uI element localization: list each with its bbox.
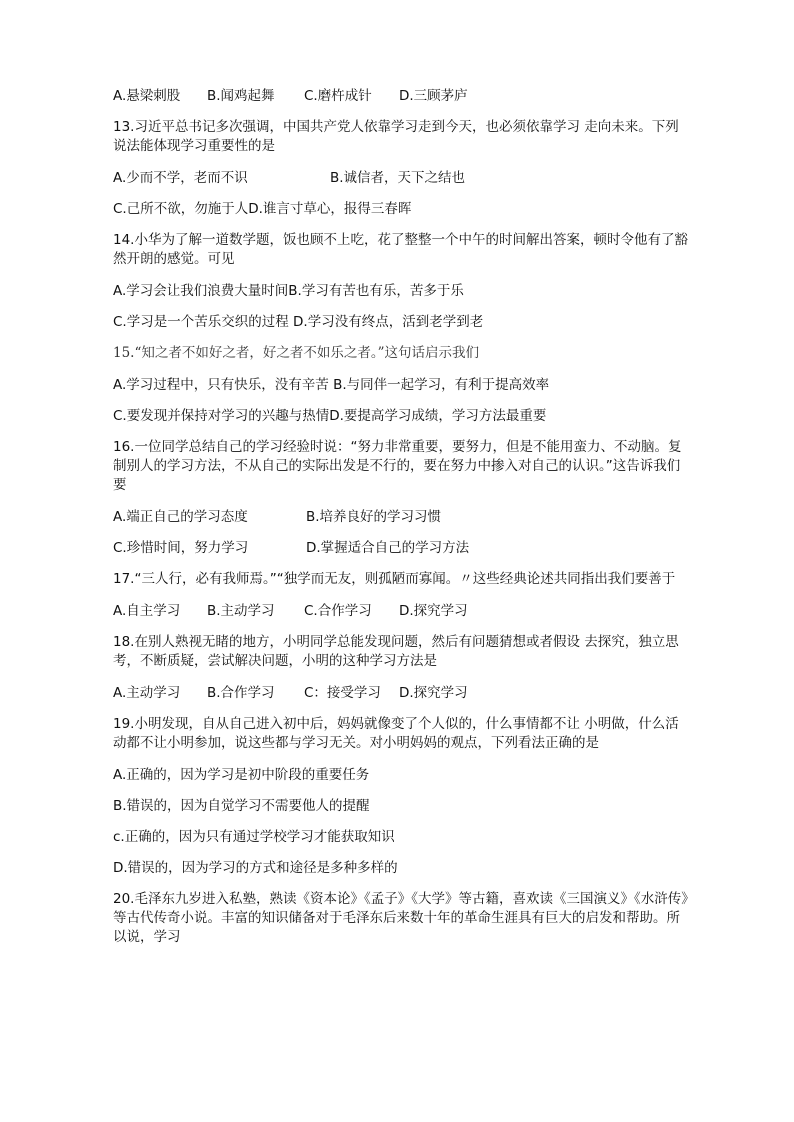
q13-option-c: C.己所不欲，勿施于人 [113,201,249,217]
q18-option-d: D.探究学习 [399,685,468,701]
q12-options [113,87,703,106]
q17-stem: 17.“三人行，必有我师焉。”“独学而无友，则孤陋而寡闻。〃这些经典论述共同指出我们要善于 [113,571,676,587]
q18-option-a: A.主动学习 [113,685,181,701]
q12-option-c: C.磨杵成针 [304,88,372,104]
q15-options-row2 [113,407,703,426]
q18-stem: 18.在别人熟视无睹的地方，小明同学总能发现问题，然后有问题猜想或者假设 去探究，独立思考，不断质疑，尝试解决问题，小明的这种学习方法是 [113,634,679,669]
q16-option-c: C.珍惜时间，努力学习 [113,540,249,556]
q19-option-b: B.错误的，因为自觉学习不需要他人的提醒 [113,798,370,814]
q16-option-b: B.培养良好的学习习惯 [306,509,442,525]
q14-option-c: C.学习是一个苦乐交织的过程 [113,314,289,330]
q13-stem: 13.习近平总书记多次强调，中国共产党人依靠学习走到今天，也必须依靠学习 走向未来。下列说法能体现学习重要性的是 [113,119,679,154]
q14-option-a: A.学习会让我们浪费大量时间 [113,283,289,299]
q18-option-b: B.合作学习 [207,685,275,701]
q15-stem: 15.“知之者不如好之者，好之者不如乐之者。”这句话启示我们 [113,345,480,361]
q16-options-row1 [113,508,703,527]
q14-option-d: D.学习没有终点，活到老学到老 [293,314,484,330]
q14-options-row1 [113,282,703,301]
q15-option-c: C.要发现并保持对学习的兴趣与热情 [113,408,330,424]
q17-options [113,602,703,621]
q14-option-b: B.学习有苦也有乐，苦多于乐 [288,283,464,299]
q18-options [113,684,703,703]
q12-option-d: D.三顾茅庐 [399,88,468,104]
q17-option-a: A.自主学习 [113,603,181,619]
exam-page [113,87,703,947]
q14-stem: 14.小华为了解一道数学题，饭也顾不上吃，花了整整一个中午的时间解出答案，顿时令他有了豁然开朗的感觉。可见 [113,232,688,267]
q12-option-a: A.悬梁刺股 [113,88,181,104]
q16-stem: 16.一位同学总结自己的学习经验时说：“努力非常重要，要努力，但是不能用蛮力、不动脑。复制别人的学习方法，不从自己的实际出发是不行的，要在努力中掺入对自己的认识。”这告诉我们要 [113,439,682,493]
q13-option-b: B.诚信者，天下之结也 [330,170,466,186]
q13-option-d: D.谁言寸草心，报得三春晖 [248,201,412,217]
q17-option-c: C.合作学习 [304,603,372,619]
q18-option-c: C：接受学习 [304,685,381,701]
q15-options-row1 [113,376,703,395]
q20-stem: 20.毛泽东九岁进入私塾，熟读《资本论》《孟子》《大学》等古籍，喜欢读《三国演义》《水浒传》等古代传奇小说。丰富的知识储备对于毛泽东后来数十年的革命生涯具有巨大的启发和帮助。所以说，学习 [113,891,688,945]
q16-option-a: A.端正自己的学习态度 [113,509,248,525]
q16-option-d: D.掌握适合自己的学习方法 [306,540,470,556]
q17-option-d: D.探究学习 [399,603,468,619]
q15-option-a: A.学习过程中，只有快乐，没有辛苦 [113,377,329,393]
q13-options-row1 [113,169,703,188]
q13-options-row2 [113,200,703,219]
q19-option-a: A.正确的，因为学习是初中阶段的重要任务 [113,767,370,783]
q19-stem: 19.小明发现，自从自己进入初中后，妈妈就像变了个人似的，什么事情都不让 小明做，什么活动都不让小明参加，说这些都与学习无关。对小明妈妈的观点，下列看法正确的是 [113,716,679,751]
q19-option-d: D.错误的，因为学习的方式和途径是多种多样的 [113,860,398,876]
q12-option-b: B.闻鸡起舞 [207,88,275,104]
q15-option-d: D.要提高学习成绩，学习方法最重要 [329,408,547,424]
q17-option-b: B.主动学习 [207,603,275,619]
q13-option-a: A.少而不学，老而不识 [113,170,248,186]
q16-options-row2 [113,539,703,558]
q15-option-b: B.与同伴一起学习，有利于提高效率 [333,377,550,393]
q19-option-c: c.正确的，因为只有通过学校学习才能获取知识 [113,829,395,845]
q14-options-row2 [113,313,703,332]
